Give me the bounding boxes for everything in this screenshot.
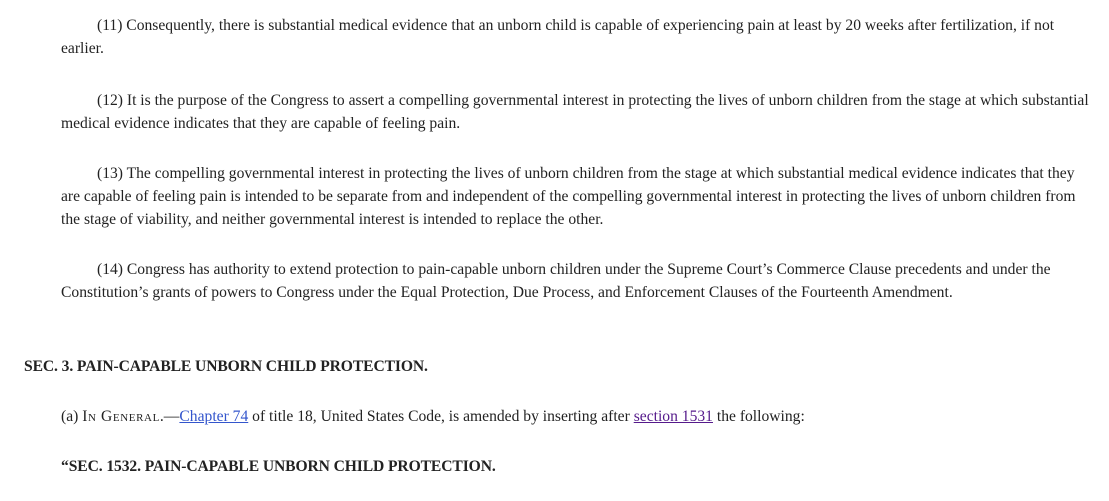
section-3-heading: SEC. 3. PAIN-CAPABLE UNBORN CHILD PROTECTION. (24, 358, 428, 375)
subsection-a-marker: (a) (61, 408, 83, 425)
finding-11: (11) Consequently, there is substantial medical evidence that an unborn child is capable of experiencing pain at least by 20 weeks after fertilization, if not earlier. (61, 17, 1055, 57)
subsection-a (61, 405, 805, 428)
subsection-a-dash: .— (159, 408, 180, 425)
finding-12: (12) It is the purpose of the Congress to assert a compelling governmental interest in protecting the lives of unborn children from the stage at which substantial medical evidence indicates that they are capable of feeling pain. (61, 92, 1089, 132)
subsection-a-text-mid: of title 18, United States Code, is amended by inserting after (248, 408, 634, 425)
chapter-74-link[interactable]: Chapter 74 (179, 408, 249, 425)
section-1531-link[interactable]: section 1531 (633, 408, 713, 425)
subsection-a-caption: In General (82, 408, 160, 425)
finding-14: (14) Congress has authority to extend protection to pain-capable unborn children under the Supreme Court’s Commerce Clause precedents and under the Constitution’s grants of powers to Congress under the Equal Protection, Due Process, and Enforcement Clauses of the Fourteenth Amendment. (61, 261, 1051, 301)
section-1532-heading: “SEC. 1532. PAIN-CAPABLE UNBORN CHILD PROTECTION. (61, 458, 496, 475)
subsection-a-text-end: the following: (712, 408, 805, 425)
finding-13: (13) The compelling governmental interest in protecting the lives of unborn children from the stage at which substantial medical evidence indicates that they are capable of feeling pain is intended to be separate from and independent of the compelling governmental interest in protecting the lives of unborn children from the stage of viability, and neither governmental interest is intended to replace the other. (61, 165, 1076, 228)
